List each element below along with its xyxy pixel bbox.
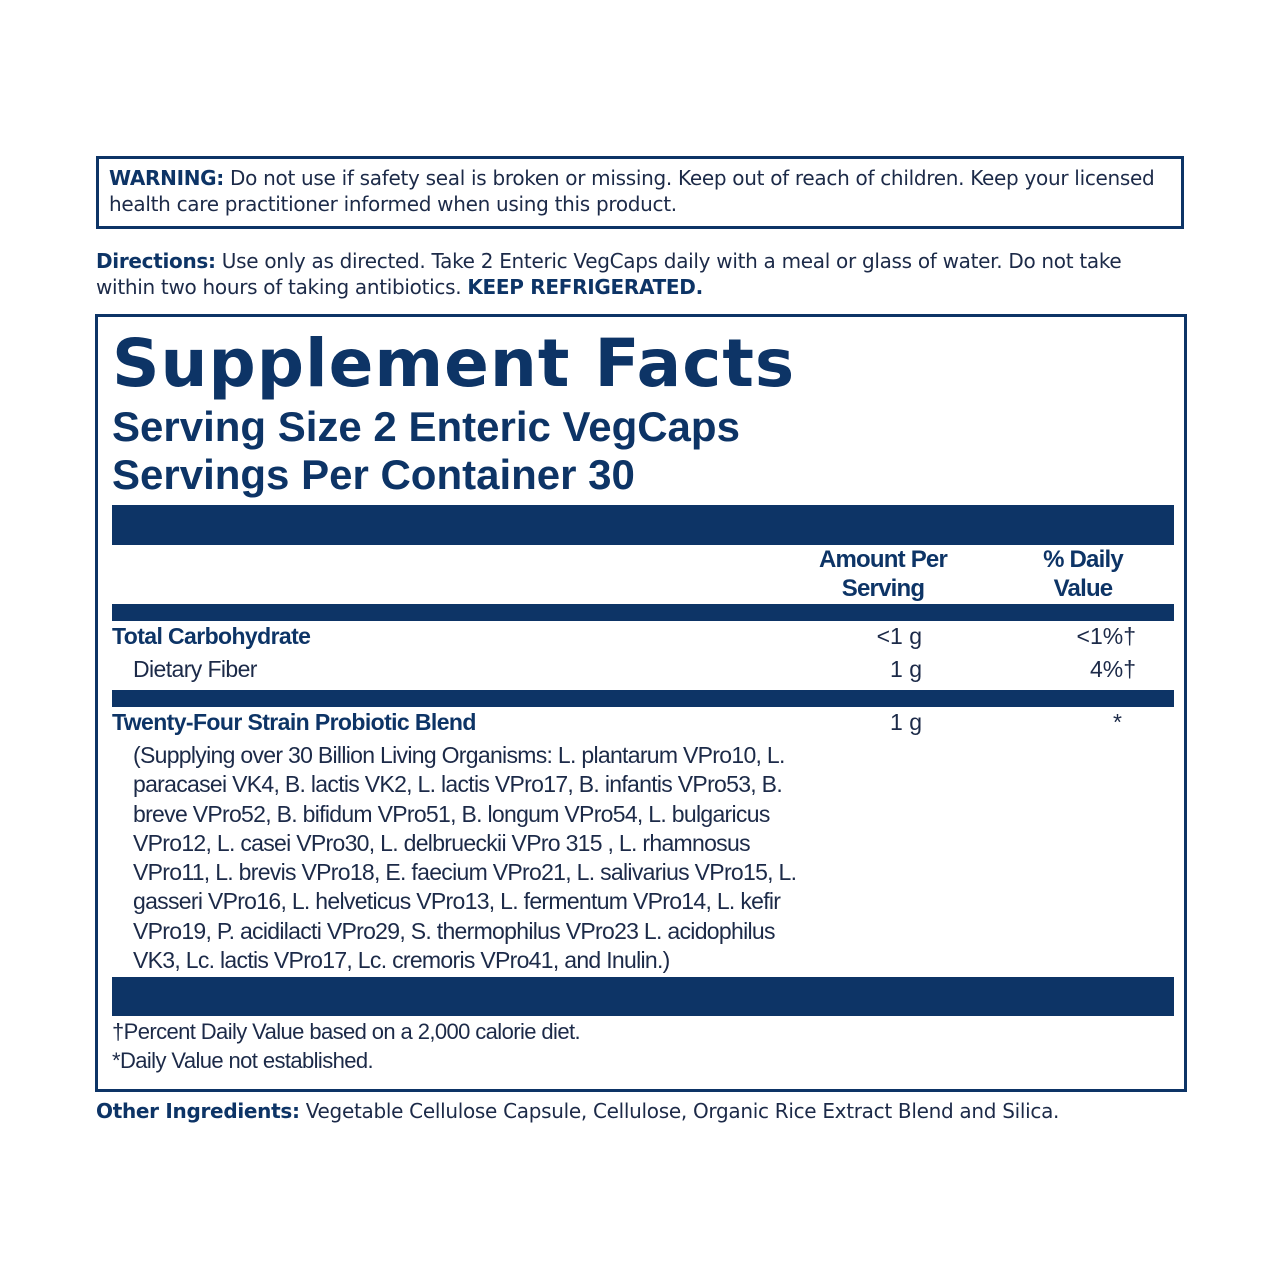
- other-ingredients-text: Vegetable Cellulose Capsule, Cellulose, Organic Rice Extract Blend and Silica.: [299, 1099, 1060, 1123]
- row-dv: *: [1113, 709, 1122, 735]
- dv-header-line2: Value: [1053, 575, 1113, 602]
- dv-header: [1008, 545, 1158, 603]
- servings-per-container: Servings Per Container 30: [112, 451, 635, 498]
- directions-emphasis: KEEP REFRIGERATED.: [467, 275, 703, 299]
- facts-title: Supplement Facts: [112, 325, 796, 402]
- row-amount: <1 g: [876, 623, 922, 649]
- supplement-facts-panel: [95, 314, 1187, 1092]
- warning-box: [96, 156, 1184, 229]
- row-amount: 1 g: [890, 656, 922, 682]
- warning-label: WARNING:: [109, 166, 224, 190]
- divider-bar: [112, 604, 1174, 621]
- footnote: †Percent Daily Value based on a 2,000 calorie diet.: [112, 1019, 580, 1044]
- row-dv: <1%†: [1076, 623, 1136, 649]
- amount-header-line1: Amount Per: [818, 546, 947, 573]
- other-ingredients: [96, 1099, 1059, 1123]
- row-dv: 4%†: [1089, 656, 1136, 682]
- divider-bar: [112, 690, 1174, 707]
- divider-bar: [112, 505, 1174, 545]
- amount-header: [798, 545, 968, 603]
- directions-label: Directions:: [96, 249, 216, 273]
- other-ingredients-label: Other Ingredients:: [96, 1099, 300, 1123]
- serving-size: Serving Size 2 Enteric VegCaps: [112, 403, 740, 450]
- footnote: *Daily Value not established.: [112, 1048, 374, 1073]
- warning-text: Do not use if safety seal is broken or missing. Keep out of reach of children. Keep your licensed health care practitioner informed when using this product.: [109, 166, 1155, 216]
- row-name: Dietary Fiber: [133, 656, 257, 682]
- row-amount: 1 g: [890, 709, 922, 735]
- amount-header-line2: Serving: [841, 575, 925, 602]
- directions-text: Use only as directed. Take 2 Enteric VegCaps daily with a meal or glass of water. Do not take within two hours of taking antibiotics.: [96, 249, 1122, 299]
- row-name: Twenty-Four Strain Probiotic Blend: [112, 709, 476, 735]
- row-name: Total Carbohydrate: [112, 623, 311, 649]
- blend-description: (Supplying over 30 Billion Living Organisms: L. plantarum VPro10, L. paracasei VK4, B. lactis VK2, L. lactis VPro17, B. infantis VPro53, B. breve VPro52, B. bifidum VPro51, B. longum VPro54, L. bulgaricus VPro12, L. casei VPro30, L. delbrueckii VPro 315 , L. rhamnosus VPro11, L. brevis VPro18, E. faecium VPro21, L. salivarius VPro15, L. gasseri VPro16, L. helveticus VPro13, L. fermentum VPro14, L. kefir VPro19, P. acidilacti VPro29, S. thermophilus VPro23 L. acidophilus VK3, Lc. lactis VPro17, Lc. cremoris VPro41, and Inulin.): [133, 742, 797, 974]
- divider-bar: [112, 977, 1174, 1016]
- dv-header-line1: % Daily: [1043, 546, 1123, 573]
- directions: [96, 248, 1186, 300]
